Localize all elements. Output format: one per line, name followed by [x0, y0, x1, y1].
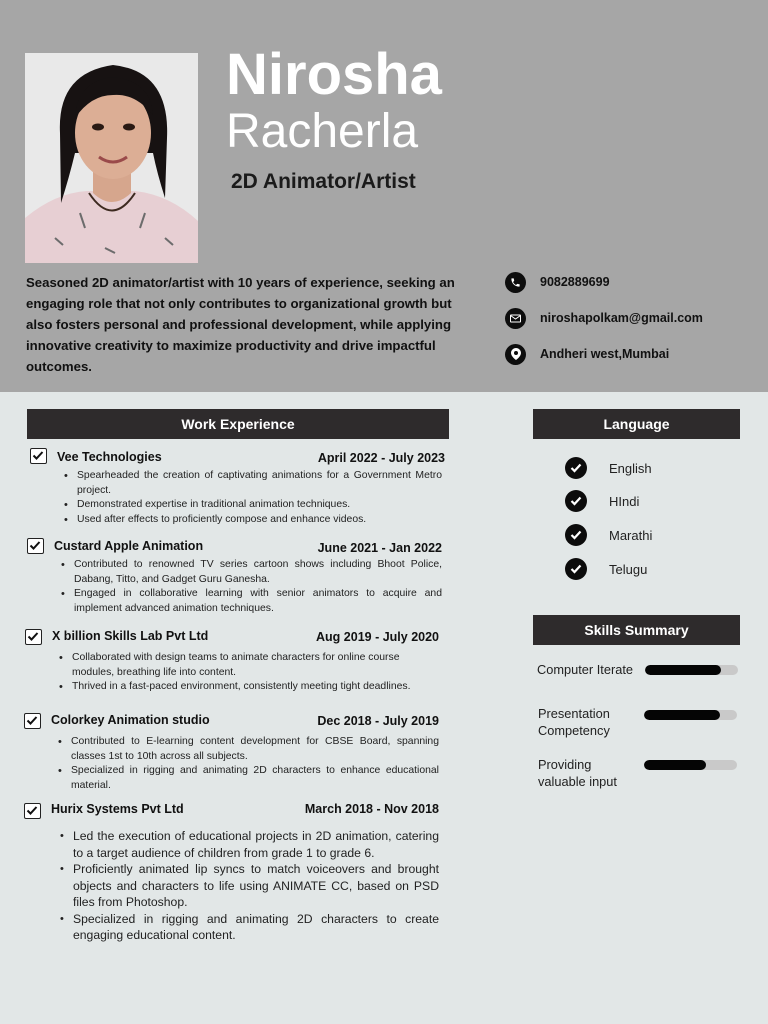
skill-label: Presentation Competency — [538, 706, 610, 738]
phone-number: 9082889699 — [540, 275, 610, 289]
job-dates: March 2018 - Nov 2018 — [304, 802, 439, 816]
job-bullets — [58, 828, 439, 944]
contact-phone — [505, 271, 610, 293]
job-company: X billion Skills Lab Pvt Ltd — [52, 629, 209, 643]
job-title: 2D Animator/Artist — [231, 170, 416, 193]
skill-level-fill — [644, 710, 720, 720]
list-item: • Contributed to E-learning content development for CBSE Board, spanning classes 1st to 10th across all subjects. — [56, 735, 439, 764]
job-company: Colorkey Animation studio — [51, 713, 210, 727]
checkbox-icon — [24, 713, 41, 729]
location-pin-icon — [505, 344, 526, 365]
skill-level-fill — [644, 760, 706, 770]
language-label: English — [609, 460, 652, 476]
job-dates: Dec 2018 - July 2019 — [317, 714, 439, 728]
job-company: Hurix Systems Pvt Ltd — [51, 802, 184, 816]
list-item: • Proficiently animated lip syncs to match voiceovers and brought objects and characters to life using ANIMATE CC, based on PSD files from Photoshop. — [58, 861, 439, 911]
skill-level-bar — [644, 760, 737, 770]
list-item: • Thrived in a fast-paced environment, consistently meeting tight deadlines. — [57, 680, 440, 695]
job-company: Custard Apple Animation — [54, 539, 204, 553]
check-circle-icon — [565, 558, 587, 580]
email-address: niroshapolkam@gmail.com — [540, 311, 703, 325]
checkbox-icon — [25, 629, 42, 645]
skill-level-bar — [645, 665, 738, 675]
last-name: Racherla — [226, 105, 419, 158]
skills-summary-heading: Skills Summary — [533, 615, 740, 645]
list-item: • Specialized in rigging and animating 2D characters to create engaging educational content. — [58, 911, 439, 944]
checkbox-icon — [27, 538, 44, 554]
contact-location — [505, 343, 669, 365]
job-bullets — [56, 735, 439, 793]
list-item: • Specialized in rigging and animating 2D characters to enhance educational material. — [56, 764, 439, 793]
list-item: • Collaborated with design teams to animate characters for online course modules, breathing life into content. — [57, 651, 440, 680]
skill-label: Computer Iterate — [537, 662, 634, 677]
list-item: • Led the execution of educational projects in 2D animation, catering to a target audience of children from grade 1 to grade 6. — [58, 828, 439, 861]
profile-photo — [25, 53, 198, 263]
job-dates: April 2022 - July 2023 — [317, 451, 445, 465]
job-bullets — [57, 651, 440, 695]
language-label: HIndi — [609, 493, 640, 509]
checkbox-icon — [24, 803, 41, 819]
skill-level-fill — [645, 665, 721, 675]
skill-label: Providing valuable input — [538, 757, 617, 789]
check-circle-icon — [565, 457, 587, 479]
first-name: Nirosha — [226, 42, 442, 107]
job-bullets — [59, 558, 442, 616]
language-label: Telugu — [609, 561, 648, 577]
location-text: Andheri west,Mumbai — [540, 347, 670, 361]
list-item: • Spearheaded the creation of captivating animations for a Government Metro project. — [62, 469, 442, 498]
language-item — [565, 557, 647, 581]
work-experience-heading: Work Experience — [27, 409, 449, 439]
list-item: • Engaged in collaborative learning with senior animators to acquire and implement advanced animation techniques. — [59, 587, 442, 616]
language-item — [565, 523, 652, 547]
language-item — [565, 489, 639, 513]
checkbox-icon — [30, 448, 47, 464]
list-item: • Used after effects to proficiently compose and enhance videos. — [62, 513, 442, 528]
contact-email — [505, 307, 703, 329]
check-circle-icon — [565, 524, 587, 546]
job-dates: June 2021 - Jan 2022 — [317, 541, 442, 555]
job-bullets — [62, 469, 442, 527]
phone-icon — [505, 272, 526, 293]
mail-icon — [505, 308, 526, 329]
resume-header — [0, 0, 768, 392]
language-item — [565, 456, 652, 480]
list-item: • Demonstrated expertise in traditional animation techniques. — [62, 498, 442, 513]
check-circle-icon — [565, 490, 587, 512]
language-heading: Language — [533, 409, 740, 439]
list-item: • Contributed to renowned TV series cartoon shows including Bhoot Police, Dabang, Titto, and Gadget Guru Ganesha. — [59, 558, 442, 587]
profile-summary: Seasoned 2D animator/artist with 10 years of experience, seeking an engaging role that not only contributes to organizational growth but also fosters personal and professional development, while applying innovative creativity to maximize productivity and drive impactful outcomes. — [26, 275, 455, 374]
skill-level-bar — [644, 710, 737, 720]
job-company: Vee Technologies — [57, 450, 162, 464]
language-label: Marathi — [609, 527, 653, 543]
job-dates: Aug 2019 - July 2020 — [316, 630, 439, 644]
